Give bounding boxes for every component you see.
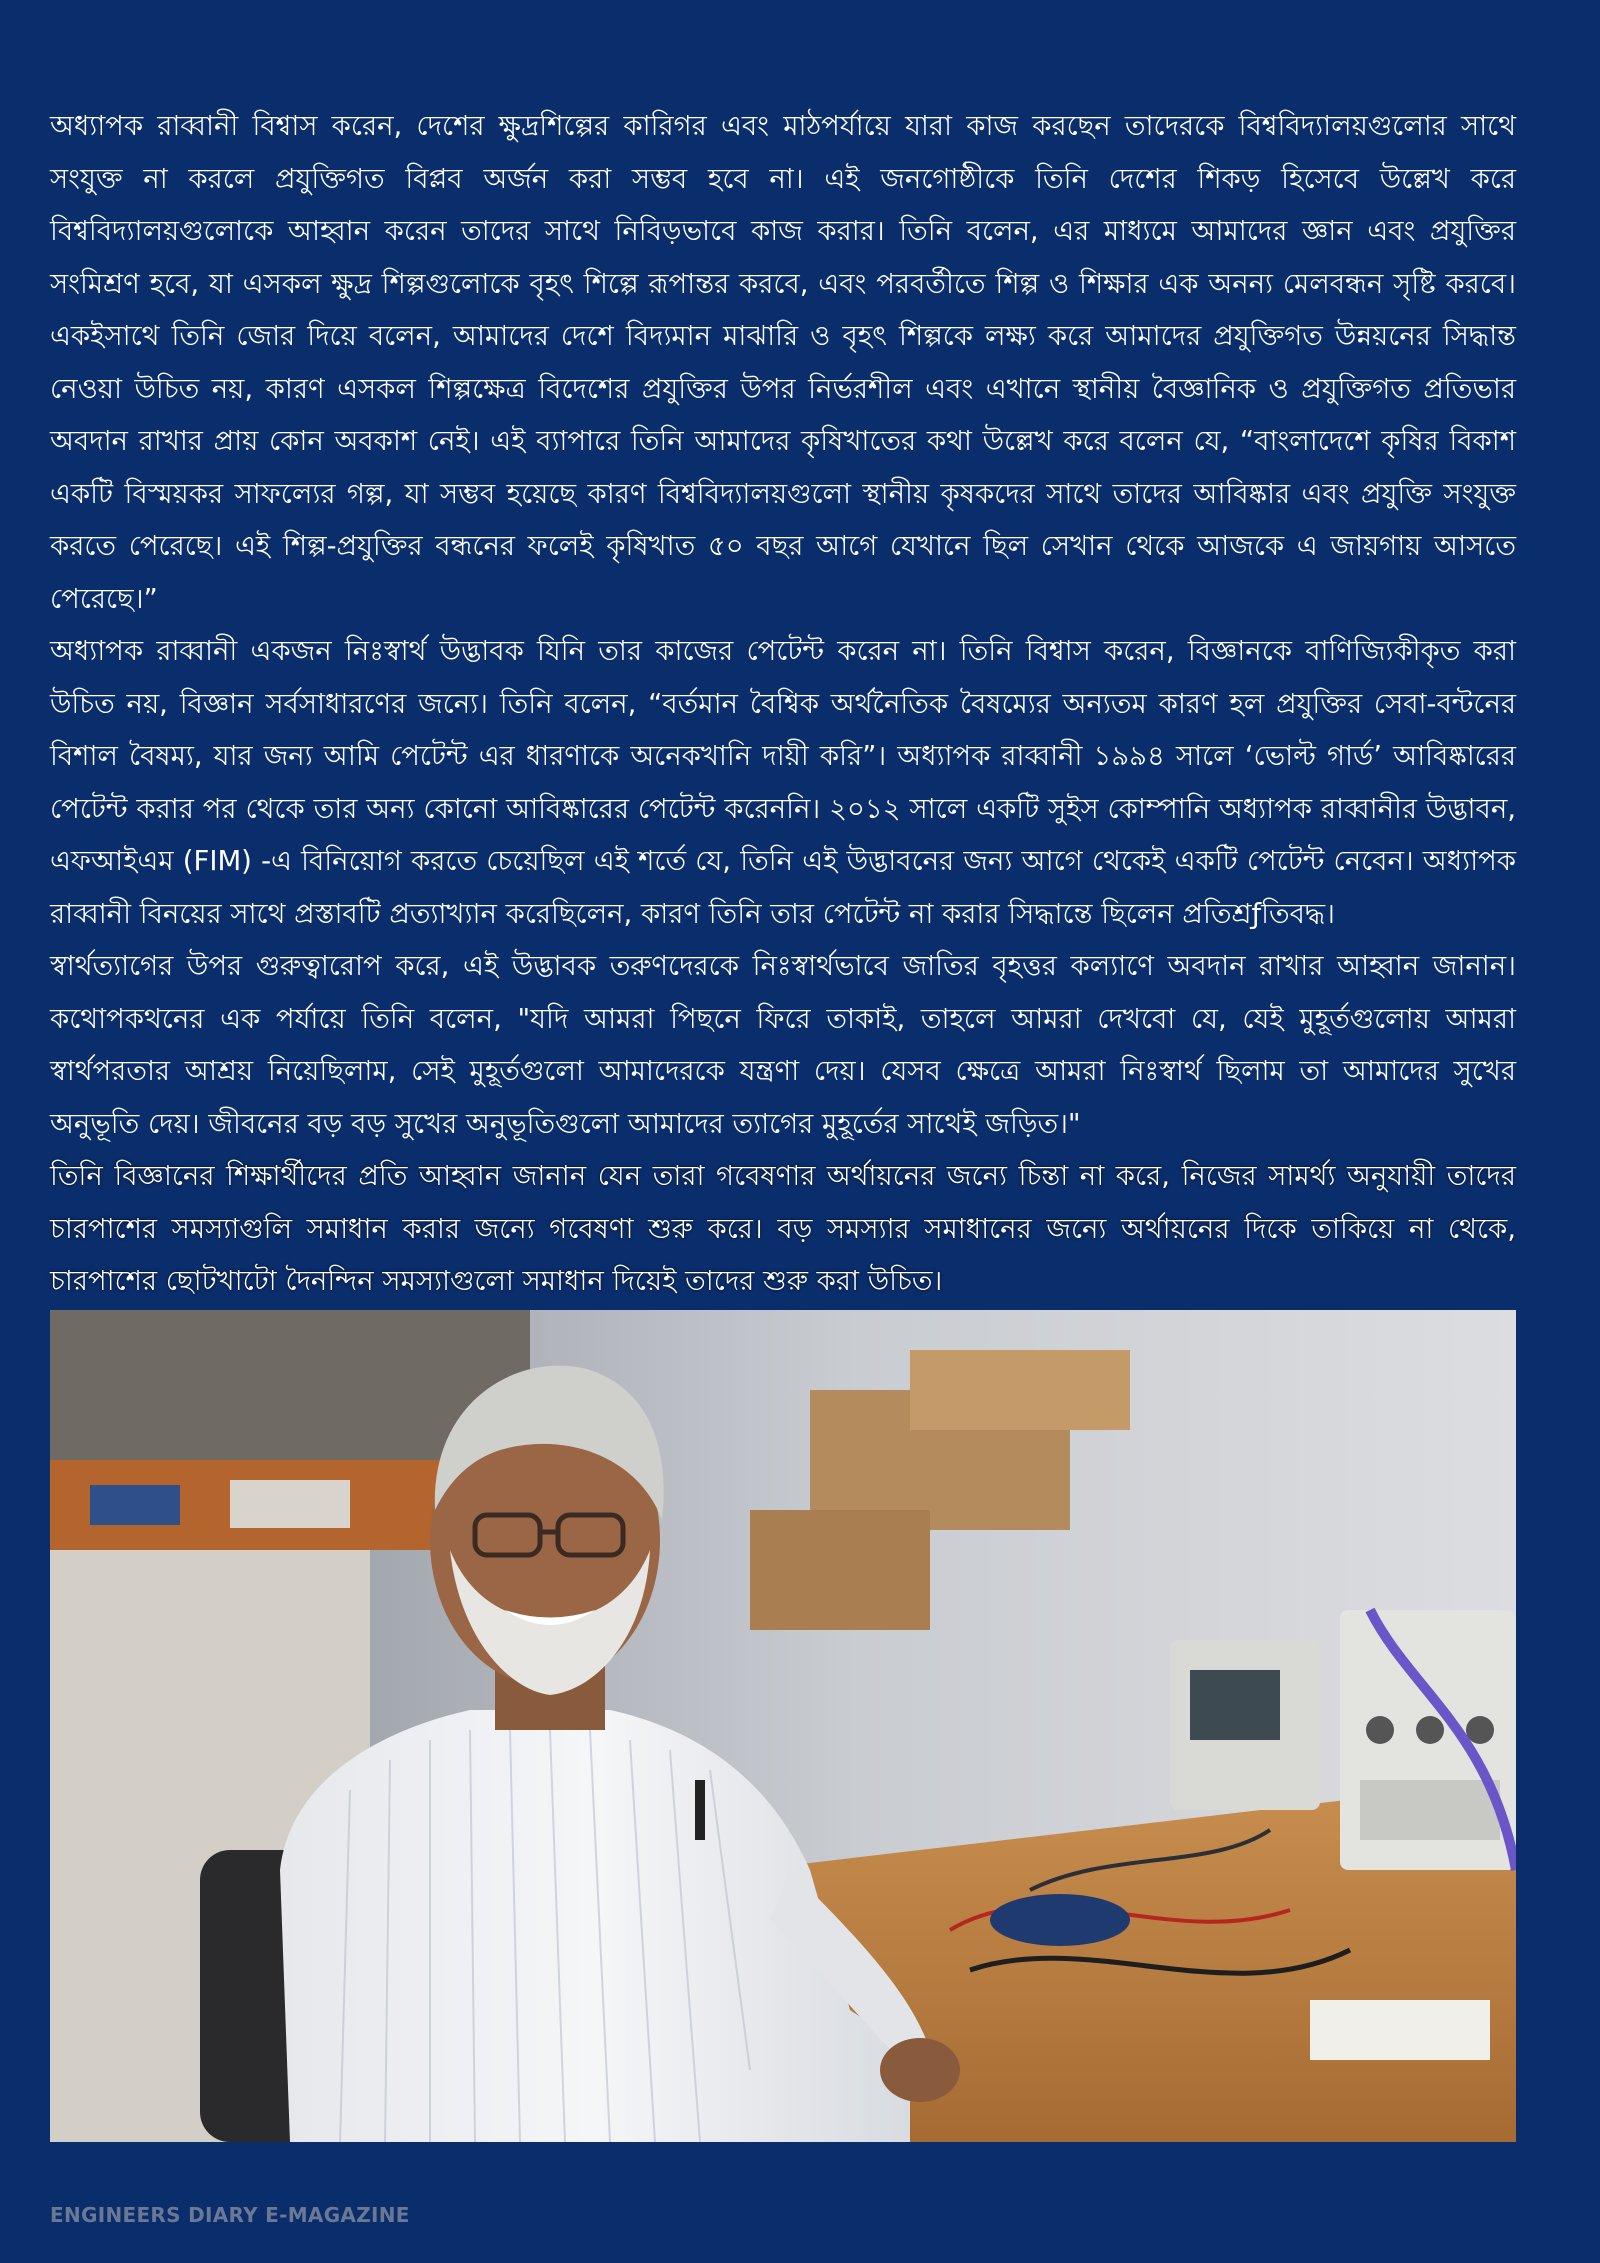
- article-body: [50, 100, 1516, 1308]
- article-paragraph-2: অধ্যাপক রাব্বানী একজন নিঃস্বার্থ উদ্ভাবক যিনি তার কাজের পেটেন্ট করেন না। তিনি বিশ্বাস করেন, বিজ্ঞানকে বাণিজ্যিকীকৃত করা উচিত নয়, বিজ্ঞান সর্বসাধারণের জন্যে। তিনি বলেন, “বর্তমান বৈশ্বিক অর্থনৈতিক বৈষম্যের অন্যতম কারণ হল প্রযুক্তির সেবা-বন্টনের বিশাল বৈষম্য, যার জন্য আমি পেটেন্ট এর ধারণাকে অনেকখানি দায়ী করি”। অধ্যাপক রাব্বানী ১৯৯৪ সালে ‘ভোল্ট গার্ড’ আবিষ্কারের পেটেন্ট করার পর থেকে তার অন্য কোনো আবিষ্কারের পেটেন্ট করেননি। ২০১২ সালে একটি সুইস কোম্পানি অধ্যাপক রাব্বানীর উদ্ভাবন, এফআইএম (FIM) -এ বিনিয়োগ করতে চেয়েছিল এই শর্তে যে, তিনি এই উদ্ভাবনের জন্য আগে থেকেই একটি পেটেন্ট নেবেন। অধ্যাপক রাব্বানী বিনয়ের সাথে প্রস্তাবটি প্রত্যাখ্যান করেছিলেন, কারণ তিনি তার পেটেন্ট না করার সিদ্ধান্তে ছিলেন প্রতিশ্রƒতিবদ্ধ।: [50, 635, 1516, 930]
- article-paragraph-4: তিনি বিজ্ঞানের শিক্ষার্থীদের প্রতি আহ্বান জানান যেন তারা গবেষণার অর্থায়নের জন্যে চিন্তা না করে, নিজের সামর্থ্য অনুযায়ী তাদের চারপাশের সমস্যাগুলি সমাধান করার জন্যে গবেষণা শুরু করে। বড় সমস্যার সমাধানের জন্যে অর্থায়নের দিকে তাকিয়ে না থেকে, চারপাশের ছোটখাটো দৈনন্দিন সমস্যাগুলো সমাধান দিয়েই তাদের শুরু করা উচিত।: [50, 1160, 1516, 1297]
- article-paragraph-3: স্বার্থত্যাগের উপর গুরুত্বারোপ করে, এই উদ্ভাবক তরুণদেরকে নিঃস্বার্থভাবে জাতির বৃহত্তর কল্যাণে অবদান রাখার আহ্বান জানান। কথোপকথনের এক পর্যায়ে তিনি বলেন, "যদি আমরা পিছনে ফিরে তাকাই, তাহলে আমরা দেখবো যে, যেই মুহূর্তগুলোয় আমরা স্বার্থপরতার আশ্রয় নিয়েছিলাম, সেই মুহূর্তগুলো আমাদেরকে যন্ত্রণা দেয়। যেসব ক্ষেত্রে আমরা নিঃস্বার্থ ছিলাম তা আমাদের সুখের অনুভূতি দেয়। জীবনের বড় বড় সুখের অনুভূতিগুলো আমাদের ত্যাগের মুহূর্তের সাথেই জড়িত।": [50, 950, 1516, 1140]
- magazine-footer: ENGINEERS DIARY E-MAGAZINE: [50, 2203, 410, 2227]
- lab-photo-illustration: [50, 1310, 1516, 2142]
- article-paragraph-1: অধ্যাপক রাব্বানী বিশ্বাস করেন, দেশের ক্ষুদ্রশিল্পের কারিগর এবং মাঠপর্যায়ে যারা কাজ করছেন তাদেরকে বিশ্ববিদ্যালয়গুলোর সাথে সংযুক্ত না করলে প্রযুক্তিগত বিপ্লব অর্জন করা সম্ভব হবে না। এই জনগোষ্ঠীকে তিনি দেশের শিকড় হিসেবে উল্লেখ করে বিশ্ববিদ্যালয়গুলোকে আহ্বান করেন তাদের সাথে নিবিড়ভাবে কাজ করার। তিনি বলেন, এর মাধ্যমে আমাদের জ্ঞান এবং প্রযুক্তির সংমিশ্রণ হবে, যা এসকল ক্ষুদ্র শিল্পগুলোকে বৃহৎ শিল্পে রূপান্তর করবে, এবং পরবর্তীতে শিল্প ও শিক্ষার এক অনন্য মেলবন্ধন সৃষ্টি করবে। একইসাথে তিনি জোর দিয়ে বলেন, আমাদের দেশে বিদ্যমান মাঝারি ও বৃহৎ শিল্পকে লক্ষ্য করে আমাদের প্রযুক্তিগত উন্নয়নের সিদ্ধান্ত নেওয়া উচিত নয়, কারণ এসকল শিল্পক্ষেত্র বিদেশের প্রযুক্তির উপর নির্ভরশীল এবং এখানে স্থানীয় বৈজ্ঞানিক ও প্রযুক্তিগত প্রতিভার অবদান রাখার প্রায় কোন অবকাশ নেই। এই ব্যাপারে তিনি আমাদের কৃষিখাতের কথা উল্লেখ করে বলেন যে, “বাংলাদেশে কৃষির বিকাশ একটি বিস্ময়কর সাফল্যের গল্প, যা সম্ভব হয়েছে কারণ বিশ্ববিদ্যালয়গুলো স্থানীয় কৃষকদের সাথে তাদের আবিষ্কার এবং প্রযুক্তি সংযুক্ত করতে পেরেছে। এই শিল্প-প্রযুক্তির বন্ধনের ফলেই কৃষিখাত ৫০ বছর আগে যেখানে ছিল সেখান থেকে আজকে এ জায়গায় আসতে পেরেছে।”: [50, 110, 1516, 615]
- professor-lab-photo: [50, 1310, 1516, 2142]
